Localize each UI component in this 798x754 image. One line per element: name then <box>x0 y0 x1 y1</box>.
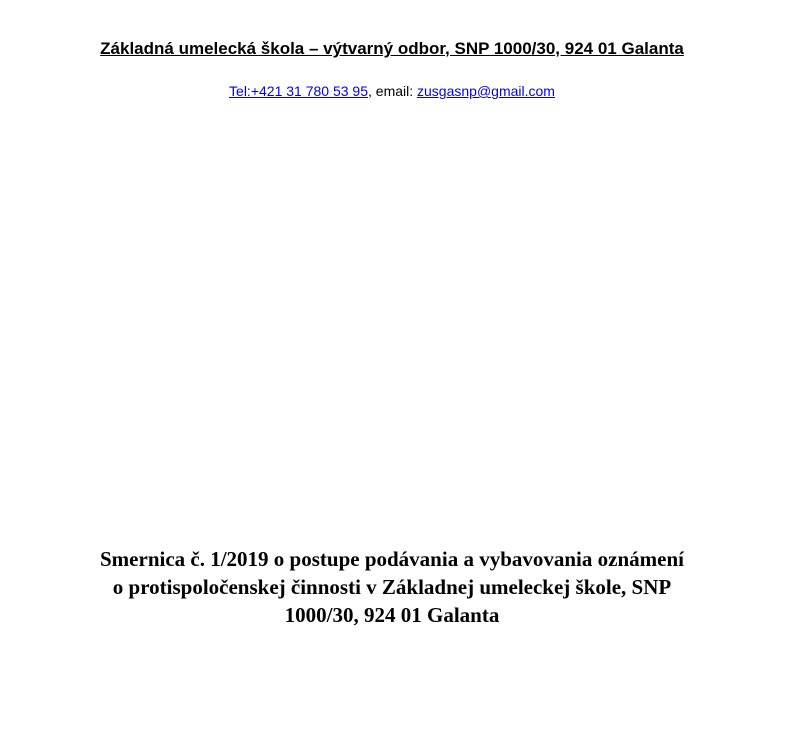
email-link[interactable]: zusgasnp@gmail.com <box>417 83 555 99</box>
document-title <box>40 545 744 629</box>
school-header-title: Základná umelecká škola – výtvarný odbor, SNP 1000/30, 924 01 Galanta <box>100 39 684 58</box>
document-title-line-3: 1000/30, 924 01 Galanta <box>284 603 500 627</box>
email-label: , email: <box>368 83 418 99</box>
document-title-line-1: Smernica č. 1/2019 o postupe podávania a vybavovania oznámení <box>100 547 684 571</box>
phone-link[interactable]: Tel:+421 31 780 53 95 <box>229 83 368 99</box>
contact-line <box>0 83 784 99</box>
document-title-line-2: o protispoločenskej činnosti v Základnej umeleckej škole, SNP <box>112 575 672 599</box>
